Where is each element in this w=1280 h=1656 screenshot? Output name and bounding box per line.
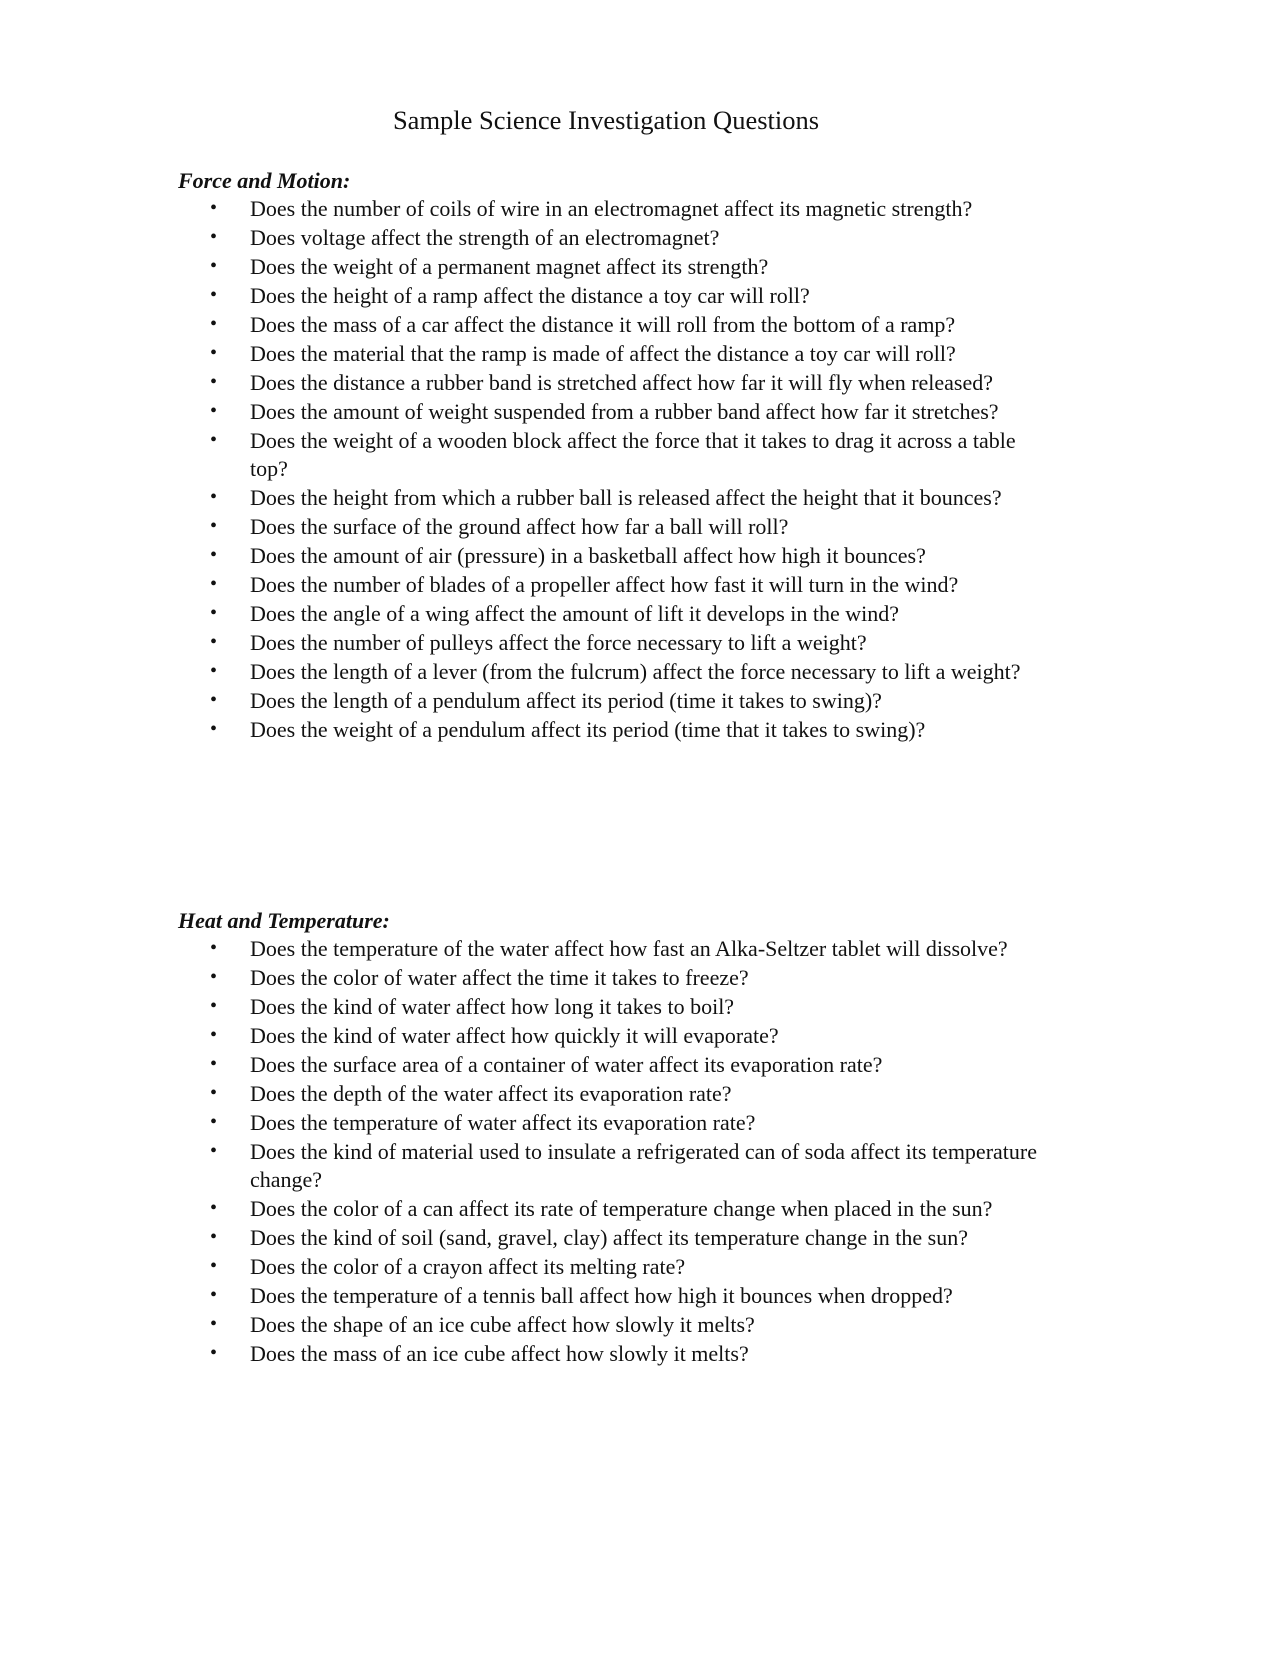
question-text: Does the amount of air (pressure) in a basketball affect how high it bounces? — [250, 542, 926, 568]
list-item — [178, 542, 1040, 570]
bullet-icon: • — [210, 514, 218, 537]
list-item — [178, 1195, 1040, 1223]
question-text: Does the mass of an ice cube affect how slowly it melts? — [250, 1340, 749, 1366]
section-heading: Force and Motion: — [178, 168, 351, 193]
list-item — [178, 484, 1040, 512]
question-text: Does the color of water affect the time it takes to freeze? — [250, 964, 749, 990]
list-item — [178, 687, 1040, 715]
bullet-icon: • — [210, 659, 218, 682]
list-item — [178, 1138, 1040, 1194]
list-item — [178, 1311, 1040, 1339]
question-text: Does the distance a rubber band is stretched affect how far it will fly when released? — [250, 369, 994, 395]
question-list — [178, 195, 1078, 743]
list-item — [178, 1051, 1040, 1079]
list-item — [178, 1080, 1040, 1108]
question-text: Does the kind of water affect how long it takes to boil? — [250, 993, 735, 1019]
bullet-icon: • — [210, 485, 218, 508]
bullet-icon: • — [210, 1052, 218, 1075]
list-item — [178, 600, 1040, 628]
question-text: Does the depth of the water affect its evaporation rate? — [250, 1080, 732, 1106]
list-item — [178, 1253, 1040, 1281]
list-item — [178, 629, 1040, 657]
list-item — [178, 282, 1040, 310]
question-text: Does the amount of weight suspended from a rubber band affect how far it stretches? — [250, 398, 999, 424]
question-text: Does voltage affect the strength of an electromagnet? — [250, 224, 720, 250]
question-text: Does the temperature of water affect its evaporation rate? — [250, 1109, 756, 1135]
bullet-icon: • — [210, 225, 218, 248]
bullet-icon: • — [210, 428, 218, 451]
question-text: Does the number of pulleys affect the force necessary to lift a weight? — [250, 629, 867, 655]
list-item — [178, 253, 1040, 281]
question-text: Does the shape of an ice cube affect how slowly it melts? — [250, 1311, 755, 1337]
question-text: Does the mass of a car affect the distance it will roll from the bottom of a ramp? — [250, 311, 956, 337]
list-item — [178, 1109, 1040, 1137]
list-item — [178, 993, 1040, 1021]
question-text: Does the weight of a wooden block affect the force that it takes to drag it across a table top? — [250, 427, 1016, 481]
list-item — [178, 427, 1040, 483]
list-item — [178, 935, 1040, 963]
bullet-icon: • — [210, 543, 218, 566]
question-text: Does the temperature of a tennis ball affect how high it bounces when dropped? — [250, 1282, 953, 1308]
bullet-icon: • — [210, 1139, 218, 1162]
list-item — [178, 1224, 1040, 1252]
question-text: Does the kind of material used to insulate a refrigerated can of soda affect its temperature change? — [250, 1138, 1037, 1192]
bullet-icon: • — [210, 1283, 218, 1306]
list-item — [178, 964, 1040, 992]
section-heat-and-temperature — [178, 907, 1078, 1369]
bullet-icon: • — [210, 1225, 218, 1248]
list-item — [178, 398, 1040, 426]
bullet-icon: • — [210, 283, 218, 306]
list-item — [178, 369, 1040, 397]
bullet-icon: • — [210, 370, 218, 393]
bullet-icon: • — [210, 1023, 218, 1046]
section-force-and-motion — [178, 167, 1078, 745]
question-text: Does the weight of a pendulum affect its period (time that it takes to swing)? — [250, 716, 926, 742]
list-item — [178, 658, 1040, 686]
question-text: Does the surface area of a container of water affect its evaporation rate? — [250, 1051, 883, 1077]
bullet-icon: • — [210, 572, 218, 595]
bullet-icon: • — [210, 965, 218, 988]
bullet-icon: • — [210, 254, 218, 277]
section-heading: Heat and Temperature: — [178, 908, 390, 933]
list-item — [178, 195, 1040, 223]
bullet-icon: • — [210, 1196, 218, 1219]
bullet-icon: • — [210, 1254, 218, 1277]
bullet-icon: • — [210, 937, 218, 959]
list-item — [178, 311, 1040, 339]
bullet-icon: • — [210, 1110, 218, 1133]
question-text: Does the color of a crayon affect its melting rate? — [250, 1253, 686, 1279]
bullet-icon: • — [210, 399, 218, 422]
question-text: Does the kind of soil (sand, gravel, clay) affect its temperature change in the sun? — [250, 1224, 969, 1250]
bullet-icon: • — [210, 1312, 218, 1335]
question-list — [178, 935, 1078, 1367]
bullet-icon: • — [210, 601, 218, 624]
bullet-icon: • — [210, 717, 218, 740]
bullet-icon: • — [210, 630, 218, 653]
bullet-icon: • — [210, 312, 218, 335]
list-item — [178, 716, 1040, 744]
question-text: Does the weight of a permanent magnet affect its strength? — [250, 253, 769, 279]
list-item — [178, 1282, 1040, 1310]
bullet-icon: • — [210, 994, 218, 1017]
list-item — [178, 571, 1040, 599]
question-text: Does the surface of the ground affect how far a ball will roll? — [250, 513, 789, 539]
question-text: Does the temperature of the water affect how fast an Alka-Seltzer tablet will dissolve? — [250, 936, 1008, 961]
question-text: Does the angle of a wing affect the amount of lift it develops in the wind? — [250, 600, 900, 626]
question-text: Does the color of a can affect its rate of temperature change when placed in the sun? — [250, 1195, 993, 1221]
list-item — [178, 513, 1040, 541]
bullet-icon: • — [210, 1081, 218, 1104]
question-text: Does the height from which a rubber ball is released affect the height that it bounces? — [250, 484, 1002, 510]
bullet-icon: • — [210, 197, 218, 219]
question-text: Does the length of a pendulum affect its period (time it takes to swing)? — [250, 687, 882, 713]
question-text: Does the number of coils of wire in an electromagnet affect its magnetic strength? — [250, 196, 973, 221]
question-text: Does the height of a ramp affect the distance a toy car will roll? — [250, 282, 810, 308]
list-item — [178, 1340, 1040, 1368]
question-text: Does the kind of water affect how quickly it will evaporate? — [250, 1022, 779, 1048]
list-item — [178, 1022, 1040, 1050]
question-text: Does the length of a lever (from the fulcrum) affect the force necessary to lift a weight? — [250, 658, 1021, 684]
question-text: Does the number of blades of a propeller affect how fast it will turn in the wind? — [250, 571, 959, 597]
bullet-icon: • — [210, 688, 218, 711]
list-item — [178, 340, 1040, 368]
list-item — [178, 224, 1040, 252]
bullet-icon: • — [210, 341, 218, 364]
bullet-icon: • — [210, 1341, 218, 1364]
question-text: Does the material that the ramp is made of affect the distance a toy car will roll? — [250, 340, 956, 366]
page-title: Sample Science Investigation Questions — [392, 105, 820, 135]
